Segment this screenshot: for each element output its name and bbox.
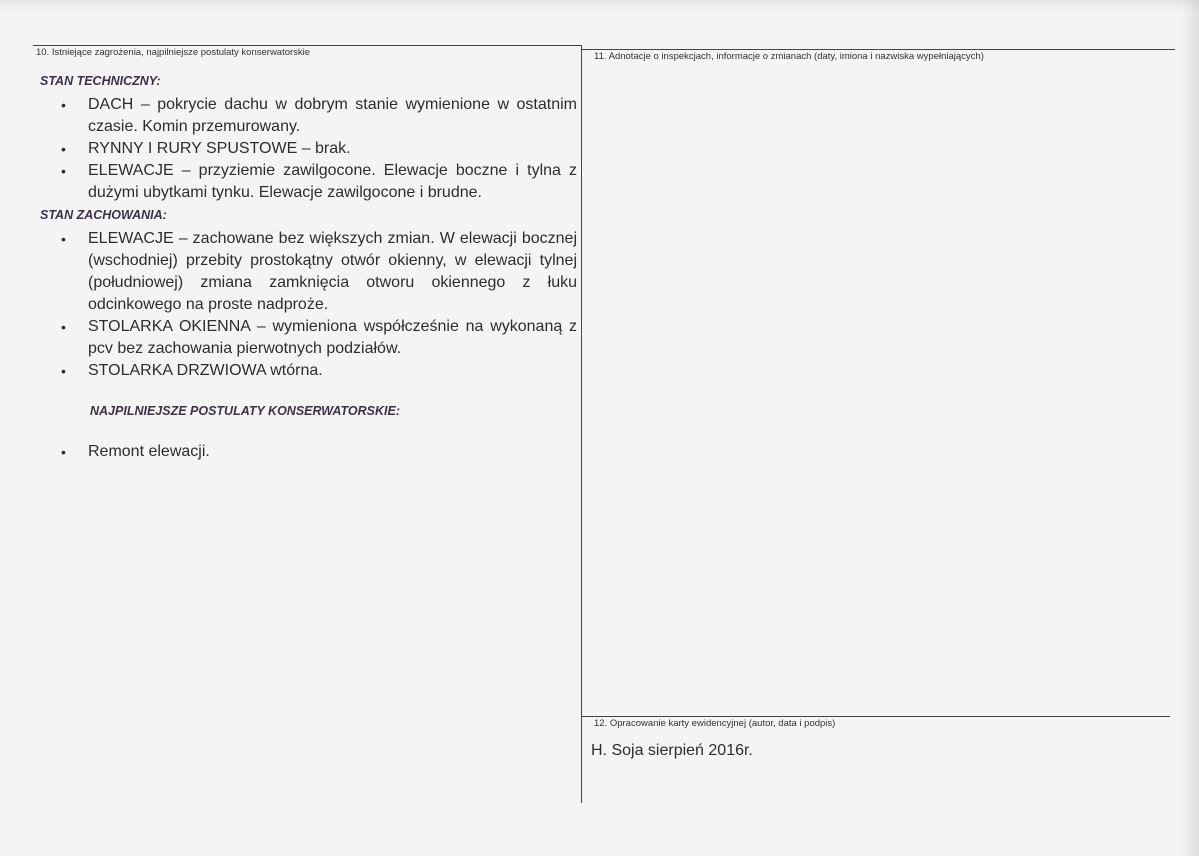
tech-item-text: RYNNY I RURY SPUSTOWE – brak. (88, 140, 351, 157)
tech-item-text: DACH – pokrycie dachu w dobrym stanie wymienione w ostatnim czasie. Komin przemurowany. (88, 96, 577, 135)
author-rule (582, 716, 1170, 717)
scan-right-shadow (1181, 0, 1199, 856)
preservation-item-text: STOLARKA OKIENNA – wymieniona współcześnie na wykonaną z pcv bez zachowania pierwotnych podziałów. (88, 318, 577, 357)
list-item (57, 316, 577, 360)
bullet-icon: • (61, 363, 66, 379)
tech-list (57, 94, 577, 204)
list-item (57, 160, 577, 204)
tech-heading: STAN TECHNICZNY: (40, 74, 161, 88)
section-12-caption: 12. Opracowanie karty ewidencyjnej (autor, data i podpis) (594, 718, 836, 729)
bullet-icon: • (61, 231, 66, 247)
postulates-list (57, 441, 577, 463)
list-item (57, 441, 577, 463)
preservation-list (57, 228, 577, 382)
bullet-icon: • (61, 444, 66, 460)
top-rule-right (582, 49, 1175, 50)
bullet-icon: • (61, 141, 66, 157)
section-11-caption: 11. Adnotacje o inspekcjach, informacje o zmianach (daty, imiona i nazwiska wypełniających) (594, 51, 984, 62)
tech-item-text: ELEWACJE – przyziemie zawilgocone. Elewacje boczne i tylna z dużymi ubytkami tynku. Elewacje zawilgocone i brudne. (88, 162, 577, 201)
column-divider (581, 45, 582, 803)
bullet-icon: • (61, 319, 66, 335)
bullet-icon: • (61, 97, 66, 113)
top-rule-left (33, 45, 581, 46)
preservation-item-text: ELEWACJE – zachowane bez większych zmian. W elewacji bocznej (wschodniej) przebity prostokątny otwór okienny, w elewacji tylnej (południowej) zmiana zamknięcia otworu okiennego z łuku odcinkowego na proste nadproże. (88, 230, 577, 313)
preservation-item-text: STOLARKA DRZWIOWA wtórna. (88, 362, 323, 379)
list-item (57, 94, 577, 138)
list-item (57, 228, 577, 316)
postulate-item-text: Remont elewacji. (88, 443, 210, 460)
list-item (57, 360, 577, 382)
preservation-heading: STAN ZACHOWANIA: (40, 208, 167, 222)
bullet-icon: • (61, 163, 66, 179)
scan-top-shadow (0, 0, 1199, 12)
postulates-heading: NAJPILNIEJSZE POSTULATY KONSERWATORSKIE: (90, 404, 400, 418)
author-value: H. Soja sierpień 2016r. (591, 742, 753, 759)
list-item (57, 138, 577, 160)
section-10-caption: 10. Istniejące zagrożenia, najpilniejsze postulaty konserwatorskie (36, 47, 311, 58)
